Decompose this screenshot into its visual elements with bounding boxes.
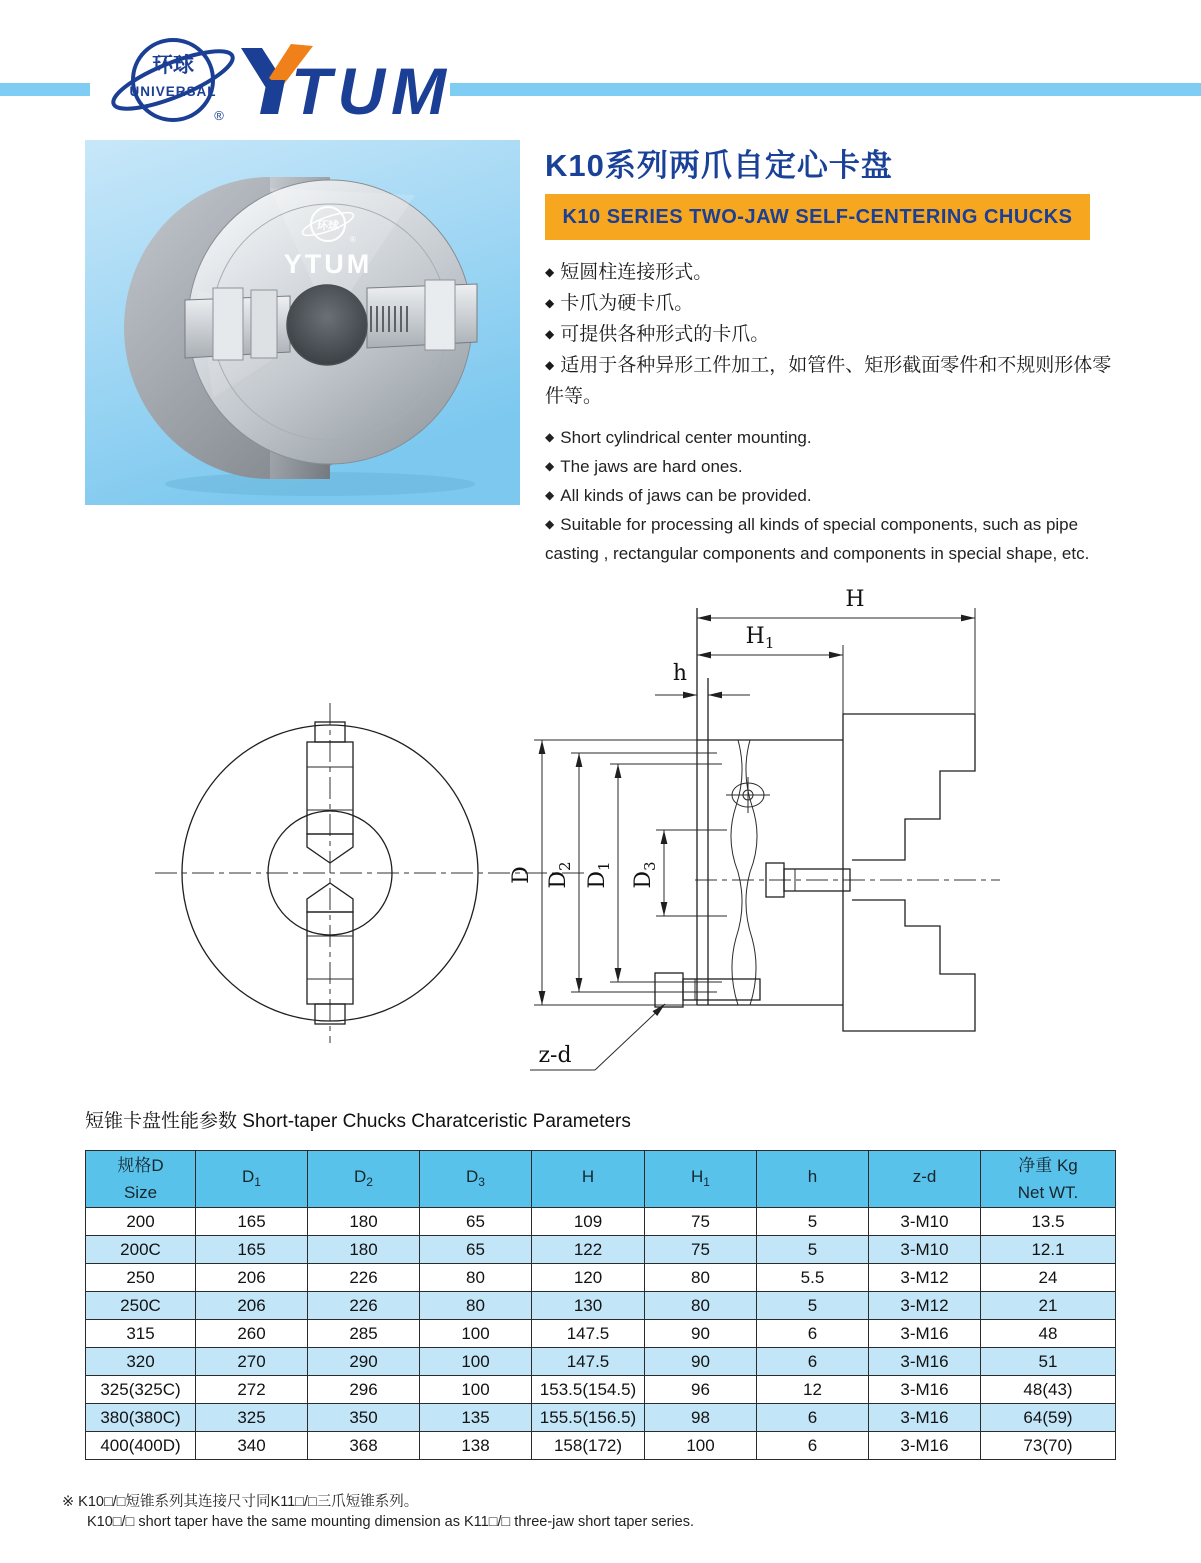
dim-label-zd: z-d	[538, 1043, 572, 1068]
bullet-icon: ◆	[545, 517, 555, 531]
table-cell: 75	[645, 1236, 757, 1264]
table-cell: 3-M10	[869, 1208, 981, 1236]
table-cell: 206	[196, 1264, 308, 1292]
table-cell: 380(380C)	[86, 1404, 196, 1432]
table-cell: 21	[981, 1292, 1116, 1320]
table-cell: 200C	[86, 1236, 196, 1264]
logo-en-text: UNIVERSAL	[129, 84, 217, 99]
table-cell: 155.5(156.5)	[532, 1404, 645, 1432]
col-header-zd: z-d	[869, 1151, 981, 1208]
col-header-d2: $D_2$	[308, 1151, 420, 1208]
bullet-icon: ◆	[545, 296, 555, 310]
table-cell: 250C	[86, 1292, 196, 1320]
technical-drawing	[95, 570, 1105, 1105]
table-cell: 48(43)	[981, 1376, 1116, 1404]
bullet-icon: ◆	[545, 265, 555, 279]
table-cell: 135	[420, 1404, 532, 1432]
table-cell: 100	[420, 1320, 532, 1348]
header-right-bar	[450, 83, 1201, 96]
side-view	[655, 608, 1000, 1031]
table-cell: 24	[981, 1264, 1116, 1292]
bullet-icon: ◆	[545, 488, 555, 502]
table-cell: 165	[196, 1208, 308, 1236]
table-cell: 3-M16	[869, 1320, 981, 1348]
table-cell: 260	[196, 1320, 308, 1348]
table-title: 短锥卡盘性能参数 Short-taper Chucks Charatceristic Parameters	[85, 1111, 631, 1132]
table-cell: 158(172)	[532, 1432, 645, 1460]
table-cell: 6	[757, 1348, 869, 1376]
table-cell: 290	[308, 1348, 420, 1376]
col-header-h1: $H_1$	[645, 1151, 757, 1208]
table-cell: 3-M10	[869, 1236, 981, 1264]
col-header-h-cap: H	[532, 1151, 645, 1208]
table-cell: 325	[196, 1404, 308, 1432]
table-cell: 109	[532, 1208, 645, 1236]
table-row	[86, 1208, 1116, 1236]
col-header-d3: $D_3$	[420, 1151, 532, 1208]
table-cell: 6	[757, 1404, 869, 1432]
table-cell: 80	[645, 1264, 757, 1292]
table-cell: 315	[86, 1320, 196, 1348]
table-header-row	[86, 1151, 1116, 1208]
table-cell: 12.1	[981, 1236, 1116, 1264]
col-header-h-small: h	[757, 1151, 869, 1208]
table-cell: 147.5	[532, 1320, 645, 1348]
table-cell: 64(59)	[981, 1404, 1116, 1432]
brand-tum-text: TUM	[291, 54, 452, 128]
product-photo	[85, 140, 520, 505]
table-cell: 98	[645, 1404, 757, 1432]
table-cell: 3-M16	[869, 1348, 981, 1376]
table-cell: 130	[532, 1292, 645, 1320]
table-cell: 270	[196, 1348, 308, 1376]
table-cell: 51	[981, 1348, 1116, 1376]
col-header-weight: 净重 Kg Net WT.	[981, 1151, 1116, 1208]
bullet-icon: ◆	[545, 327, 555, 341]
spec-table	[85, 1150, 1116, 1460]
datum-target-icon	[726, 777, 770, 813]
table-cell: 138	[420, 1432, 532, 1460]
footnote	[62, 1492, 694, 1532]
table-cell: 147.5	[532, 1348, 645, 1376]
table-cell: 400(400D)	[86, 1432, 196, 1460]
table-row	[86, 1236, 1116, 1264]
page-title: K10系列两爪自定心卡盘	[545, 148, 893, 183]
table-cell: 73(70)	[981, 1432, 1116, 1460]
header-left-bar	[0, 83, 90, 96]
table-cell: 206	[196, 1292, 308, 1320]
table-cell: 5	[757, 1236, 869, 1264]
table-cell: 96	[645, 1376, 757, 1404]
table-row	[86, 1404, 1116, 1432]
title-banner-text: K10 SERIES TWO-JAW SELF-CENTERING CHUCKS	[562, 205, 1073, 228]
table-cell: 3-M12	[869, 1264, 981, 1292]
header-logo	[95, 28, 495, 133]
table-cell: 340	[196, 1432, 308, 1460]
dim-label-h: h	[672, 661, 688, 686]
features-list-cn	[545, 258, 1130, 411]
dim-label-H: H	[845, 587, 865, 612]
table-cell: 80	[420, 1264, 532, 1292]
photo-brand-cn: 环球	[317, 220, 339, 232]
table-row	[86, 1292, 1116, 1320]
table-cell: 368	[308, 1432, 420, 1460]
bullet-icon: ◆	[545, 430, 555, 444]
table-cell: 75	[645, 1208, 757, 1236]
table-row	[86, 1320, 1116, 1348]
table-cell: 153.5(154.5)	[532, 1376, 645, 1404]
table-cell: 3-M16	[869, 1376, 981, 1404]
table-cell: 350	[308, 1404, 420, 1432]
feature-item: ◆ Suitable for processing all kinds of special components, such as pipe casting , rectangular components and components in special shape, etc.	[545, 515, 1090, 563]
feature-item: ◆ 可提供各种形式的卡爪。	[545, 324, 770, 345]
globe-icon	[107, 40, 238, 123]
dim-label-D2: $D_2$	[546, 861, 574, 889]
table-cell: 3-M16	[869, 1432, 981, 1460]
features-list-en	[545, 424, 1130, 567]
table-cell: 5.5	[757, 1264, 869, 1292]
table-cell: 65	[420, 1208, 532, 1236]
table-cell: 3-M16	[869, 1404, 981, 1432]
table-cell: 6	[757, 1432, 869, 1460]
photo-reg-mark: ®	[350, 235, 356, 244]
table-cell: 226	[308, 1292, 420, 1320]
logo-cn-text: 环球	[152, 54, 194, 77]
feature-item: ◆ Short cylindrical center mounting.	[545, 428, 812, 447]
table-cell: 5	[757, 1208, 869, 1236]
table-row	[86, 1432, 1116, 1460]
footnote-cn: ※ K10□/□短锥系列其连接尺寸同K11□/□三爪短锥系列。	[62, 1494, 419, 1510]
table-cell: 90	[645, 1348, 757, 1376]
table-cell: 325(325C)	[86, 1376, 196, 1404]
title-banner	[545, 194, 1090, 240]
footnote-en: K10□/□ short taper have the same mounting dimension as K11□/□ three-jaw short taper series.	[87, 1514, 695, 1530]
table-cell: 296	[308, 1376, 420, 1404]
table-cell: 122	[532, 1236, 645, 1264]
table-cell: 165	[196, 1236, 308, 1264]
dim-label-D1: $D_1$	[585, 861, 613, 889]
table-cell: 285	[308, 1320, 420, 1348]
dim-label-D: D	[509, 866, 534, 884]
brand-logo-graphic	[95, 28, 495, 133]
table-cell: 5	[757, 1292, 869, 1320]
table-cell: 48	[981, 1320, 1116, 1348]
bullet-icon: ◆	[545, 459, 555, 473]
table-cell: 120	[532, 1264, 645, 1292]
dim-label-H1: $H_1$	[745, 624, 775, 652]
table-cell: 65	[420, 1236, 532, 1264]
table-row	[86, 1264, 1116, 1292]
dim-label-D3: $D_3$	[631, 861, 659, 889]
spec-table-body	[86, 1208, 1116, 1460]
table-cell: 100	[420, 1376, 532, 1404]
brand-wordmark	[241, 44, 452, 128]
logo-reg-mark: ®	[214, 108, 224, 123]
table-row	[86, 1348, 1116, 1376]
bullet-icon: ◆	[545, 358, 555, 372]
table-cell: 13.5	[981, 1208, 1116, 1236]
table-cell: 100	[645, 1432, 757, 1460]
table-cell: 320	[86, 1348, 196, 1376]
table-cell: 100	[420, 1348, 532, 1376]
table-cell: 180	[308, 1208, 420, 1236]
table-cell: 200	[86, 1208, 196, 1236]
table-cell: 80	[420, 1292, 532, 1320]
table-cell: 6	[757, 1320, 869, 1348]
table-cell: 3-M12	[869, 1292, 981, 1320]
feature-item: ◆ 适用于各种异形工件加工，如管件、矩形截面零件和不规则形体零件等。	[545, 355, 1112, 407]
feature-item: ◆ 短圆柱连接形式。	[545, 262, 713, 283]
feature-item: ◆ 卡爪为硬卡爪。	[545, 293, 694, 314]
photo-brand-en: YTUM	[283, 249, 373, 279]
table-cell: 80	[645, 1292, 757, 1320]
feature-item: ◆ All kinds of jaws can be provided.	[545, 486, 812, 505]
table-cell: 226	[308, 1264, 420, 1292]
table-row	[86, 1376, 1116, 1404]
col-header-size: 规格D Size	[86, 1151, 196, 1208]
table-cell: 12	[757, 1376, 869, 1404]
table-cell: 250	[86, 1264, 196, 1292]
feature-item: ◆ The jaws are hard ones.	[545, 457, 743, 476]
table-cell: 272	[196, 1376, 308, 1404]
col-header-d1: $D_1$	[196, 1151, 308, 1208]
table-cell: 90	[645, 1320, 757, 1348]
table-cell: 180	[308, 1236, 420, 1264]
